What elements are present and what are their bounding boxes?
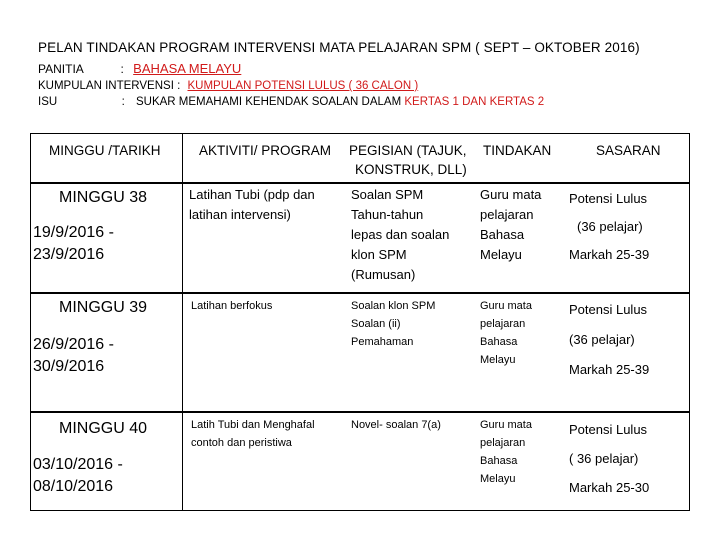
isu-label: ISU xyxy=(38,96,58,108)
col-header-pengisian-line2: KONSTRUK, DLL) xyxy=(355,162,467,177)
row1-pengisian-line4: klon SPM xyxy=(351,247,407,262)
row3-sasaran-line2: ( 36 pelajar) xyxy=(569,451,639,466)
col-header-pengisian xyxy=(349,141,467,179)
row1-date-end: 23/9/2016 xyxy=(33,246,105,263)
row1-pengisian-line1: Soalan SPM xyxy=(351,187,424,202)
row3-pengisian-line1: Novel- soalan 7(a) xyxy=(351,419,441,431)
row2-tindakan-line3: Bahasa xyxy=(480,336,518,348)
row2-aktiviti-line1: Latihan berfokus xyxy=(191,300,273,312)
row2-sasaran xyxy=(569,295,649,385)
row2-aktiviti xyxy=(191,297,272,315)
row1-pengisian-line5: (Rumusan) xyxy=(351,267,416,282)
row3-aktiviti xyxy=(191,416,315,452)
row3-week: MINGGU 40 xyxy=(59,420,148,437)
action-plan-table xyxy=(30,133,690,511)
row3-tindakan-line1: Guru mata xyxy=(480,419,532,431)
row1-pengisian xyxy=(351,185,449,285)
isu-line xyxy=(38,96,544,108)
row1-tindakan-line4: Melayu xyxy=(480,247,522,262)
col-header-aktiviti: AKTIVITI/ PROGRAM xyxy=(199,143,332,158)
panitia-value: BAHASA MELAYU xyxy=(133,61,242,76)
row1-dates xyxy=(33,222,114,266)
row3-tindakan xyxy=(480,416,532,488)
row3-dates xyxy=(33,454,123,498)
row2-pengisian-line1: Soalan klon SPM xyxy=(351,300,436,312)
row3-aktiviti-line1: Latih Tubi dan Menghafal xyxy=(191,419,315,431)
row3-sasaran-line1: Potensi Lulus xyxy=(569,422,648,437)
row1-sasaran-line2: (36 pelajar) xyxy=(577,219,643,234)
row-divider-1 xyxy=(31,292,689,294)
panitia-line xyxy=(38,61,241,76)
panitia-label: PANITIA xyxy=(38,62,84,76)
row1-week: MINGGU 38 xyxy=(59,189,148,206)
row1-sasaran xyxy=(569,185,649,269)
row1-sasaran-line3: Markah 25-39 xyxy=(569,247,650,262)
row2-dates xyxy=(33,334,114,378)
header-row-divider xyxy=(31,182,689,184)
col-header-sasaran: SASARAN xyxy=(596,143,661,158)
row2-date-end: 30/9/2016 xyxy=(33,358,105,375)
row2-sasaran-line3: Markah 25-39 xyxy=(569,362,650,377)
row3-date-start: 03/10/2016 - xyxy=(33,456,123,473)
row3-tindakan-line4: Melayu xyxy=(480,473,516,485)
isu-highlight: KERTAS 1 DAN KERTAS 2 xyxy=(404,96,545,108)
document-title: PELAN TINDAKAN PROGRAM INTERVENSI MATA PELAJARAN SPM ( SEPT – OKTOBER 2016) xyxy=(38,40,640,55)
row-divider-2 xyxy=(31,411,689,413)
row1-pengisian-line2: Tahun-tahun xyxy=(351,207,424,222)
isu-separator: : xyxy=(121,96,125,108)
row2-tindakan-line2: pelajaran xyxy=(480,318,526,330)
row2-tindakan-line1: Guru mata xyxy=(480,300,532,312)
row1-aktiviti-line2: latihan intervensi) xyxy=(189,207,291,222)
row1-tindakan-line2: pelajaran xyxy=(480,207,534,222)
row3-sasaran xyxy=(569,415,649,502)
row2-week: MINGGU 39 xyxy=(59,299,148,316)
col-header-minggu: MINGGU /TARIKH xyxy=(49,143,161,158)
col-header-tindakan: TINDAKAN xyxy=(483,143,552,158)
row3-tindakan-line3: Bahasa xyxy=(480,455,518,467)
row1-aktiviti xyxy=(189,185,315,225)
row1-aktiviti-line1: Latihan Tubi (pdp dan xyxy=(189,187,315,202)
row3-tindakan-line2: pelajaran xyxy=(480,437,526,449)
row1-date-start: 19/9/2016 - xyxy=(33,224,114,241)
row3-date-end: 08/10/2016 xyxy=(33,478,114,495)
isu-text: SUKAR MEMAHAMI KEHENDAK SOALAN DALAM xyxy=(135,96,402,108)
row3-sasaran-line3: Markah 25-30 xyxy=(569,480,650,495)
row3-pengisian xyxy=(351,416,441,434)
kumpulan-label: KUMPULAN INTERVENSI : xyxy=(38,80,181,92)
row1-tindakan xyxy=(480,185,541,265)
row2-date-start: 26/9/2016 - xyxy=(33,336,114,353)
row2-tindakan-line4: Melayu xyxy=(480,354,516,366)
col-header-pengisian-line1: PEGISIAN (TAJUK, xyxy=(349,143,467,158)
row1-tindakan-line1: Guru mata xyxy=(480,187,542,202)
row2-pengisian-line3: Pemahaman xyxy=(351,336,414,348)
row2-pengisian xyxy=(351,297,435,351)
row2-sasaran-line2: (36 pelajar) xyxy=(569,332,635,347)
row2-pengisian-line2: Soalan (ii) xyxy=(351,318,401,330)
kumpulan-line xyxy=(38,80,418,92)
row3-aktiviti-line2: contoh dan peristiwa xyxy=(191,437,292,449)
kumpulan-value: KUMPULAN POTENSI LULUS ( 36 CALON ) xyxy=(187,80,419,92)
row1-sasaran-line1: Potensi Lulus xyxy=(569,191,648,206)
panitia-separator: : xyxy=(120,62,124,76)
row2-tindakan xyxy=(480,297,532,369)
row1-pengisian-line3: lepas dan soalan xyxy=(351,227,450,242)
row2-sasaran-line1: Potensi Lulus xyxy=(569,302,648,317)
row1-tindakan-line3: Bahasa xyxy=(480,227,525,242)
